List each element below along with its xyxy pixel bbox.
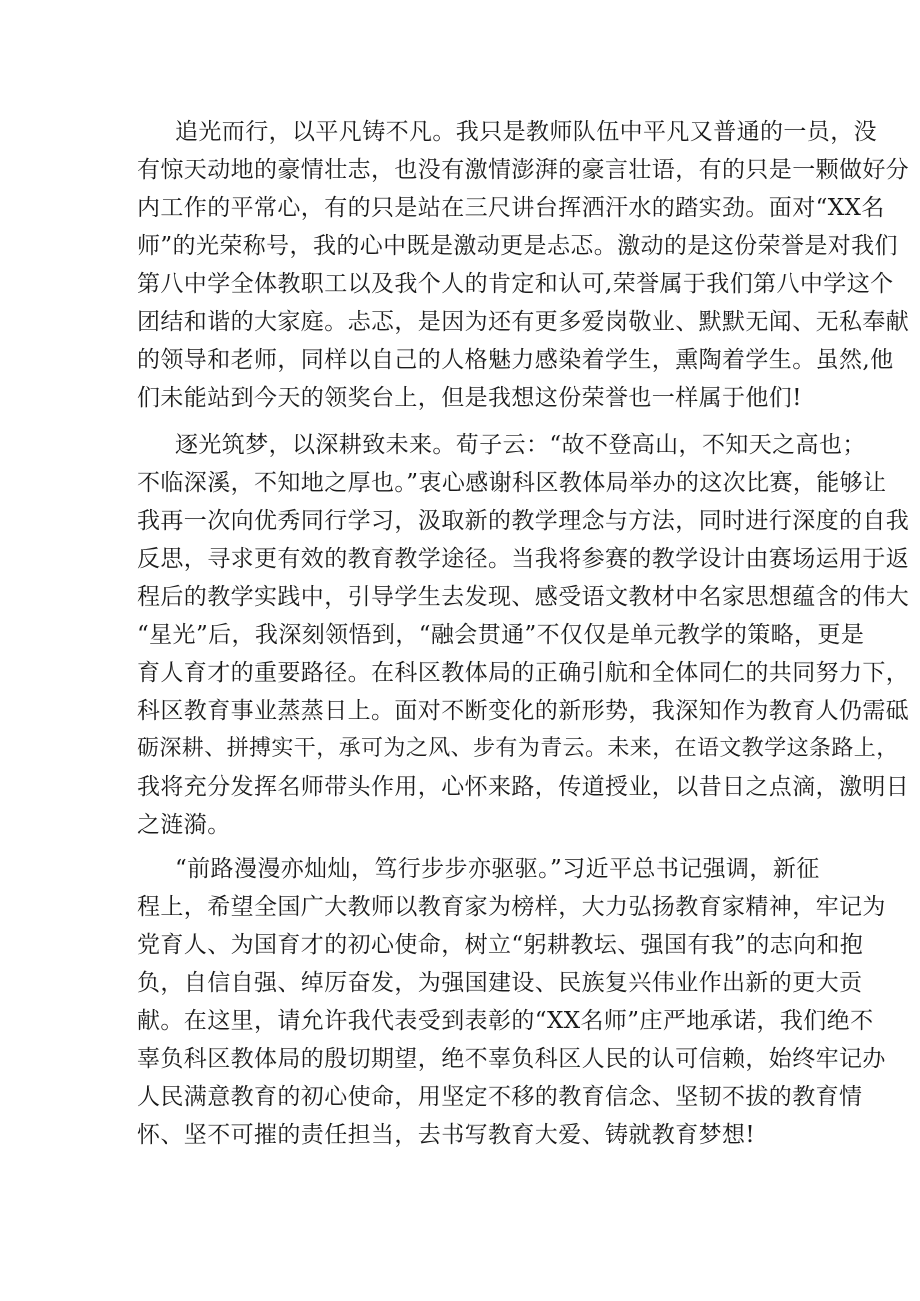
text-line: 程后的教学实践中，引导学生去发现、感受语文教材中名家思想蕴含的伟大	[137, 584, 910, 610]
text-line: 反思，寻求更有效的教育教学途径。当我将参赛的教学设计由赛场运用于返	[137, 546, 910, 572]
text-line: 第八中学全体教职工以及我个人的肯定和认可,荣誉属于我们第八中学这个	[137, 271, 894, 297]
text-line: 的领导和老师，同样以自己的人格魅力感染着学生，熏陶着学生。虽然,他	[137, 347, 894, 373]
text-line: 献。在这里，请允许我代表受到表彰的“XX名师”庄严地承诺，我们绝不	[137, 1008, 874, 1034]
text-line: 人民满意教育的初心使命，用坚定不移的教育信念、坚韧不拔的教育情	[137, 1084, 863, 1110]
text-line: 我再一次向优秀同行学习，汲取新的教学理念与方法，同时进行深度的自我	[137, 508, 910, 534]
text-line: “星光”后，我深刻领悟到，“融会贯通”不仅仅是单元教学的策略，更是	[137, 622, 865, 648]
text-line: 不临深溪，不知地之厚也。”衷心感谢科区教体局举办的这次比赛，能够让	[137, 470, 887, 496]
text-line: 团结和谐的大家庭。忐忑，是因为还有更多爱岗敬业、默默无闻、无私奉献	[137, 309, 910, 335]
text-line: 负，自信自强、绰厉奋发，为强国建设、民族复兴伟业作出新的更大贡	[137, 970, 863, 996]
text-line: 党育人、为国育才的初心使命，树立“躬耕教坛、强国有我”的志向和抱	[137, 932, 864, 958]
text-line: 砺深耕、拼搏实干，承可为之风、步有为青云。未来，在语文教学这条路上，	[137, 736, 899, 761]
text-line: 怀、坚不可摧的责任担当，去书写教育大爱、铸就教育梦想!	[137, 1122, 756, 1148]
text-line: 程上，希望全国广大教师以教育家为榜样，大力弘扬教育家精神，牢记为	[137, 894, 886, 920]
text-line: 有惊天动地的豪情壮志，也没有激情澎湃的豪言壮语，有的只是一颗做好分	[137, 157, 910, 183]
text-line: 内工作的平常心，有的只是站在三尺讲台挥洒汗水的踏实劲。面对“XX名	[137, 195, 885, 221]
text-line: 辜负科区教体局的殷切期望，绝不辜负科区人民的认可信赖，始终牢记办	[137, 1046, 886, 1072]
text-line: 逐光筑梦，以深耕致未来。荀子云：“故不登高山，不知天之高也；	[175, 432, 866, 458]
text-line: 师”的光荣称号，我的心中既是激动更是忐忑。激动的是这份荣誉是对我们	[137, 233, 898, 259]
text-line: 我将充分发挥名师带头作用，心怀来路，传道授业，以昔日之点滴，激明日	[137, 774, 910, 800]
text-line: 科区教育事业蒸蒸日上。面对不断变化的新形势，我深知作为教育人仍需砥	[137, 698, 910, 724]
text-line: 追光而行，以平凡铸不凡。我只是教师队伍中平凡又普通的一员，没	[175, 119, 877, 145]
text-line: 之涟漪。	[137, 812, 231, 838]
text-line: 育人育才的重要路径。在科区教体局的正确引航和全体同仁的共同努力下，	[137, 660, 910, 686]
text-line: 们未能站到今天的领奖台上，但是我想这份荣誉也一样属于他们!	[137, 385, 802, 411]
text-line: “前路漫漫亦灿灿，笃行步步亦驱驱。”习近平总书记强调，新征	[175, 856, 820, 882]
